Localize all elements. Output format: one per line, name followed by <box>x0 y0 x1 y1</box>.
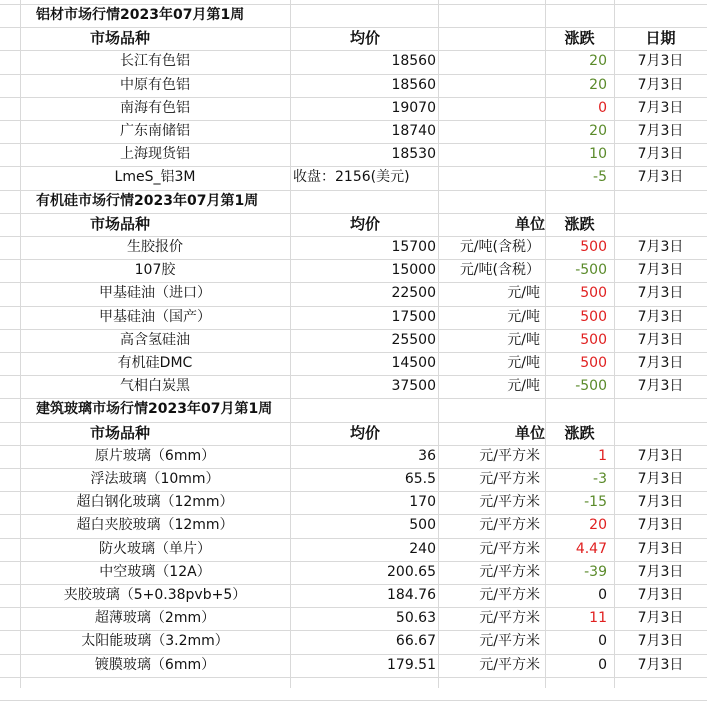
unit: 元/吨 <box>507 285 540 301</box>
average-price: 18530 <box>391 146 436 162</box>
date: 7月3日 <box>637 610 684 626</box>
unit: 元/吨 <box>507 355 540 371</box>
date: 7月3日 <box>637 378 684 394</box>
unit: 元/平方米 <box>479 448 540 464</box>
unit: 元/吨 <box>507 309 540 325</box>
price-change: -39 <box>584 564 607 580</box>
price-change: 20 <box>589 77 607 93</box>
header-market-item: 市场品种 <box>89 29 150 47</box>
price-change: -500 <box>575 378 607 394</box>
unit: 元/平方米 <box>479 471 540 487</box>
market-item-name: 甲基硅油（国产） <box>99 309 211 325</box>
average-price: 17500 <box>391 309 436 325</box>
average-price: 22500 <box>391 285 436 301</box>
grid-row-line <box>0 677 707 678</box>
market-item-name: 超白夹胶玻璃（12mm） <box>76 517 234 533</box>
unit: 元/平方米 <box>479 517 540 533</box>
date: 7月3日 <box>637 355 684 371</box>
header-unit: 单位 <box>514 215 545 233</box>
market-item-name: 广东南储铝 <box>120 123 190 139</box>
price-change: -15 <box>584 494 607 510</box>
section-title: 有机硅市场行情2023年07月第1周 <box>36 193 259 209</box>
price-change: 500 <box>580 239 607 255</box>
market-item-name: 高含氢硅油 <box>120 332 190 348</box>
date: 7月3日 <box>637 77 684 93</box>
unit: 元/平方米 <box>479 657 540 673</box>
unit: 元/平方米 <box>479 610 540 626</box>
average-price: 179.51 <box>387 657 436 673</box>
date: 7月3日 <box>637 587 684 603</box>
price-change: 500 <box>580 285 607 301</box>
average-price: 50.63 <box>395 610 436 626</box>
header-change: 涨跌 <box>564 424 595 442</box>
unit: 元/平方米 <box>479 587 540 603</box>
market-item-name: 长江有色铝 <box>120 53 190 69</box>
date: 7月3日 <box>637 541 684 557</box>
average-price: 170 <box>409 494 436 510</box>
average-price: 19070 <box>391 100 436 116</box>
price-change: 500 <box>580 355 607 371</box>
market-item-name: 中空玻璃（12A） <box>99 564 211 580</box>
price-change: 0 <box>598 657 607 673</box>
price-change: 20 <box>589 123 607 139</box>
price-change: -5 <box>593 169 607 185</box>
market-item-name: 中原有色铝 <box>120 77 190 93</box>
price-change: 0 <box>598 587 607 603</box>
date: 7月3日 <box>637 494 684 510</box>
market-item-name: 上海现货铝 <box>120 146 190 162</box>
date: 7月3日 <box>637 309 684 325</box>
average-price: 18560 <box>391 53 436 69</box>
average-price: 200.65 <box>387 564 436 580</box>
unit: 元/吨(含税） <box>459 262 540 278</box>
unit: 元/平方米 <box>479 633 540 649</box>
section-title: 铝材市场行情2023年07月第1周 <box>36 7 245 23</box>
date: 7月3日 <box>637 332 684 348</box>
average-price: 14500 <box>391 355 436 371</box>
date: 7月3日 <box>637 262 684 278</box>
header-average-price: 均价 <box>349 215 380 233</box>
price-change: 20 <box>589 517 607 533</box>
market-item-name: 夹胶玻璃（5+0.38pvb+5） <box>63 587 247 603</box>
date: 7月3日 <box>637 169 684 185</box>
price-change: 11 <box>589 610 607 626</box>
date: 7月3日 <box>637 517 684 533</box>
average-price: 65.5 <box>404 471 436 487</box>
unit: 元/吨 <box>507 378 540 394</box>
market-item-name: 防火玻璃（单片） <box>99 541 211 557</box>
average-price: 18740 <box>391 123 436 139</box>
date: 7月3日 <box>637 53 684 69</box>
market-item-name: 超薄玻璃（2mm） <box>94 610 216 626</box>
price-change: 1 <box>598 448 607 464</box>
date: 7月3日 <box>637 146 684 162</box>
unit: 元/平方米 <box>479 494 540 510</box>
date: 7月3日 <box>637 564 684 580</box>
date: 7月3日 <box>637 471 684 487</box>
header-market-item: 市场品种 <box>89 424 150 442</box>
header-change: 涨跌 <box>564 215 595 233</box>
section-title: 建筑玻璃市场行情2023年07月第1周 <box>36 401 273 417</box>
market-item-name: 太阳能玻璃（3.2mm） <box>81 633 229 649</box>
header-average-price: 均价 <box>349 424 380 442</box>
header-change: 涨跌 <box>564 29 595 47</box>
average-price: 25500 <box>391 332 436 348</box>
average-price: 66.67 <box>395 633 436 649</box>
date: 7月3日 <box>637 657 684 673</box>
average-price: 37500 <box>391 378 436 394</box>
date: 7月3日 <box>637 123 684 139</box>
average-price: 18560 <box>391 77 436 93</box>
date: 7月3日 <box>637 285 684 301</box>
unit: 元/吨 <box>507 332 540 348</box>
market-item-name: 有机硅DMC <box>117 355 193 371</box>
average-price: 240 <box>409 541 436 557</box>
header-market-item: 市场品种 <box>89 215 150 233</box>
market-item-name: 原片玻璃（6mm） <box>94 448 216 464</box>
date: 7月3日 <box>637 633 684 649</box>
market-item-name: 镀膜玻璃（6mm） <box>94 657 216 673</box>
price-change: 4.47 <box>575 541 607 557</box>
price-change: -3 <box>593 471 607 487</box>
header-unit: 单位 <box>514 424 545 442</box>
price-change: 0 <box>598 100 607 116</box>
average-price: 184.76 <box>387 587 436 603</box>
average-price: 36 <box>418 448 436 464</box>
price-change: 20 <box>589 53 607 69</box>
market-item-name: 甲基硅油（进口） <box>99 285 211 301</box>
market-item-name: 生胶报价 <box>127 239 183 255</box>
date: 7月3日 <box>637 239 684 255</box>
average-price: 15000 <box>391 262 436 278</box>
average-price: 500 <box>409 517 436 533</box>
market-item-name: 超白钢化玻璃（12mm） <box>76 494 234 510</box>
average-price: 收盘：2156(美元) <box>293 169 410 185</box>
market-item-name: 107胶 <box>134 262 176 278</box>
date: 7月3日 <box>637 100 684 116</box>
price-change: 10 <box>589 146 607 162</box>
unit: 元/平方米 <box>479 564 540 580</box>
price-change: 0 <box>598 633 607 649</box>
unit: 元/吨(含税） <box>459 239 540 255</box>
market-item-name: 浮法玻璃（10mm） <box>90 471 220 487</box>
unit: 元/平方米 <box>479 541 540 557</box>
date: 7月3日 <box>637 448 684 464</box>
average-price: 15700 <box>391 239 436 255</box>
price-change: -500 <box>575 262 607 278</box>
price-change: 500 <box>580 309 607 325</box>
market-item-name: 南海有色铝 <box>120 100 190 116</box>
market-item-name: 气相白炭黑 <box>120 378 190 394</box>
market-item-name: LmeS_铝3M <box>114 169 196 185</box>
header-date: 日期 <box>645 29 676 47</box>
header-average-price: 均价 <box>349 29 380 47</box>
price-change: 500 <box>580 332 607 348</box>
